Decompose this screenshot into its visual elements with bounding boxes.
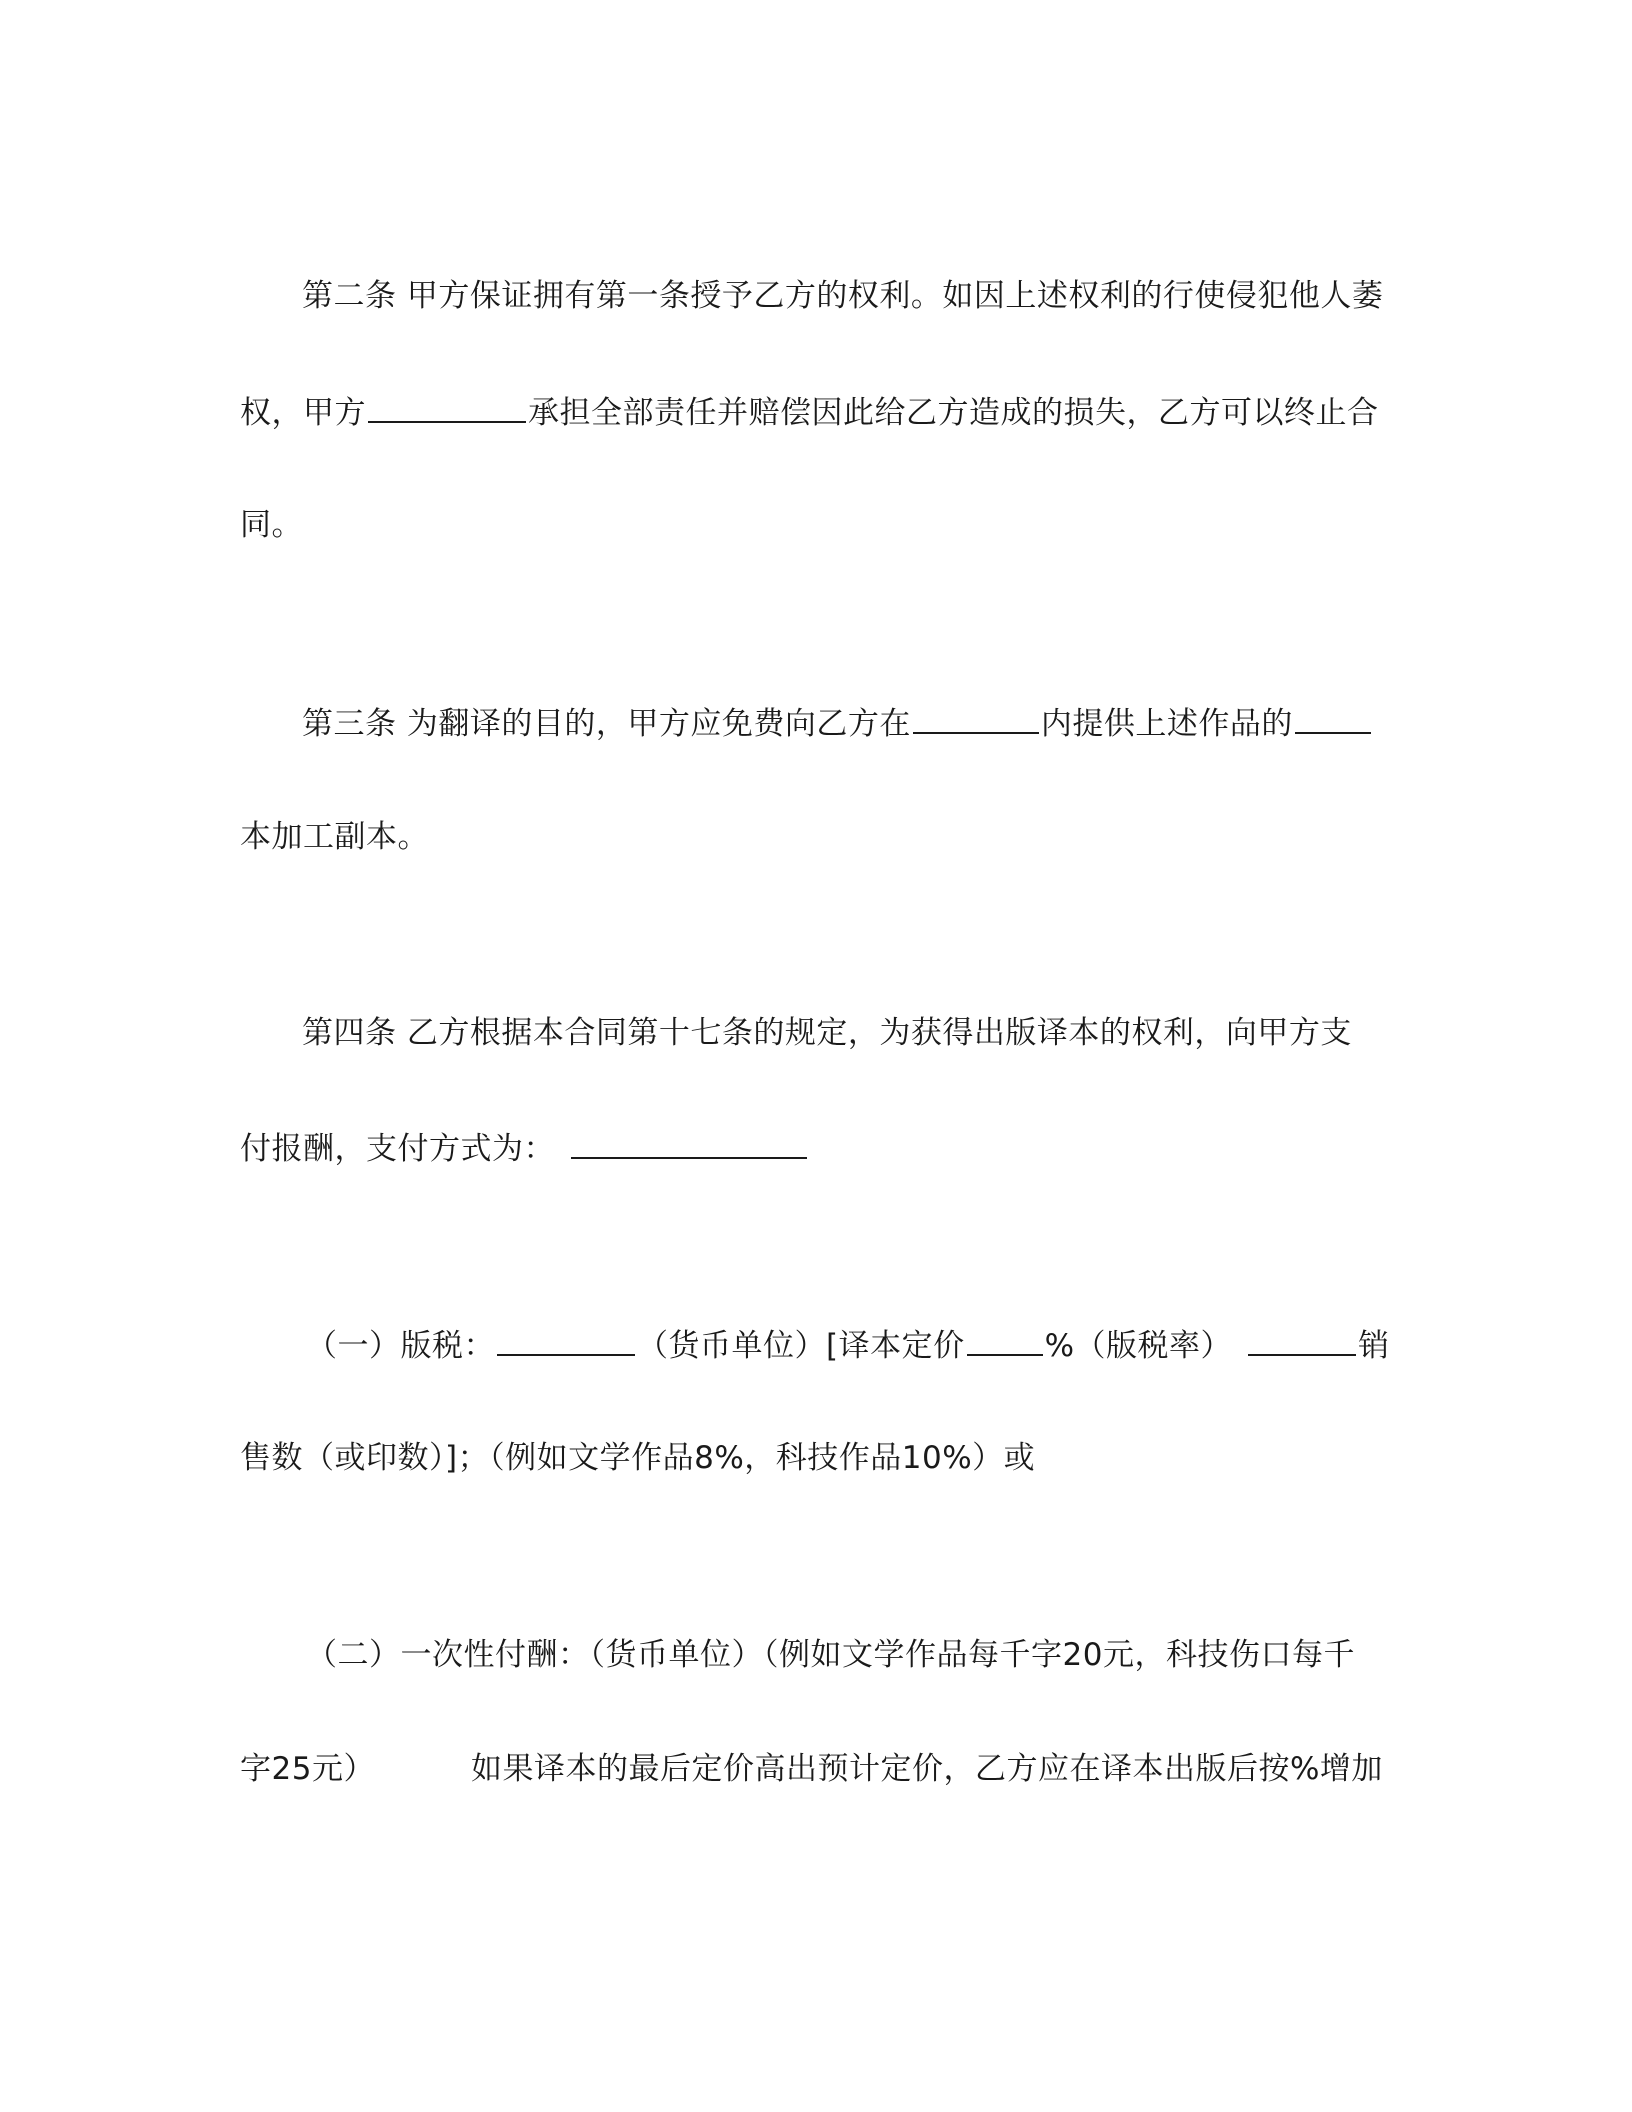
clause-2-text-2a: 字25元） xyxy=(240,1751,375,1787)
article-2-text-2b: 承担全部责任并赔偿因此给乙方造成的损失，乙方可以终止合 xyxy=(528,395,1379,431)
clause-2-line-1 xyxy=(306,1633,1355,1677)
fill-blank[interactable] xyxy=(368,389,526,423)
article-2-line-2 xyxy=(240,389,1379,433)
article-4-text-1: 第四条 乙方根据本合同第十七条的规定，为获得出版译本的权利，向甲方支 xyxy=(302,1015,1352,1051)
article-2-text-1: 第二条 甲方保证拥有第一条授予乙方的权利。如因上述权利的行使侵犯他人萎 xyxy=(302,278,1384,314)
article-4-line-1 xyxy=(302,1011,1352,1055)
fill-blank[interactable] xyxy=(1248,1322,1356,1356)
fill-blank[interactable] xyxy=(571,1125,807,1159)
fill-blank[interactable] xyxy=(1295,700,1371,734)
clause-2-text-2b: 如果译本的最后定价高出预计定价，乙方应在译本出版后按%增加 xyxy=(470,1751,1383,1787)
fill-blank[interactable] xyxy=(497,1322,635,1356)
fill-blank[interactable] xyxy=(967,1322,1043,1356)
clause-1-text-1d: 销 xyxy=(1358,1328,1390,1364)
article-2-text-3: 同。 xyxy=(240,507,303,543)
article-3-text-1b: 内提供上述作品的 xyxy=(1040,706,1293,742)
clause-2-text-1: （二）一次性付酬：（货币单位）（例如文学作品每千字20元，科技伤口每千 xyxy=(306,1637,1355,1673)
article-3-line-1 xyxy=(302,700,1373,744)
clause-1-line-1 xyxy=(306,1322,1390,1366)
article-2-line-3 xyxy=(240,503,303,547)
fill-blank[interactable] xyxy=(913,700,1039,734)
article-2-text-2a: 权，甲方 xyxy=(240,395,366,431)
clause-1-text-1b: （货币单位）[译本定价 xyxy=(637,1328,965,1364)
article-4-line-2 xyxy=(240,1125,809,1169)
article-4-text-2: 付报酬，支付方式为： xyxy=(240,1131,555,1167)
article-2-line-1 xyxy=(302,274,1383,318)
clause-2-line-2 xyxy=(240,1747,1383,1791)
clause-1-text-1c: %（版税率） xyxy=(1044,1328,1233,1364)
clause-1-text-1a: （一）版税： xyxy=(306,1328,495,1364)
article-3-text-1a: 第三条 为翻译的目的，甲方应免费向乙方在 xyxy=(302,706,911,742)
article-3-line-2 xyxy=(240,815,429,859)
article-3-text-2: 本加工副本。 xyxy=(240,819,429,855)
clause-1-line-2 xyxy=(240,1436,1035,1480)
clause-1-text-2: 售数（或印数）]；（例如文学作品8%，科技作品10%）或 xyxy=(240,1440,1036,1476)
